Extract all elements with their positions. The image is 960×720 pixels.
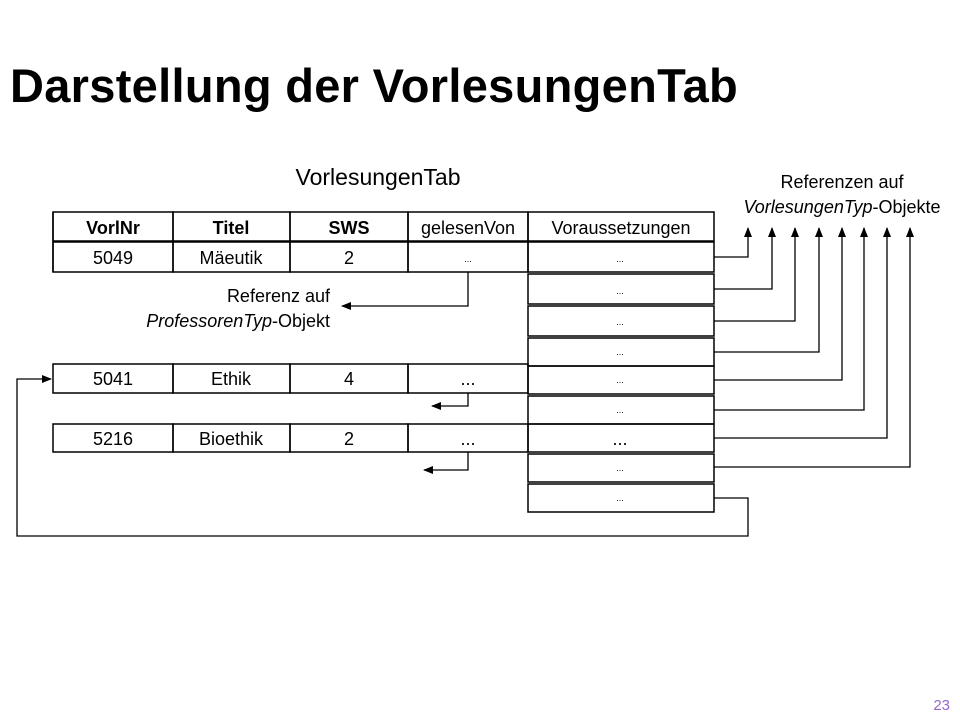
professor-ref-arrow	[424, 452, 468, 470]
professor-ref-label: Referenz auf	[226, 286, 330, 306]
cell-gelesenvon: ...	[460, 369, 476, 389]
header-gelesenvon: gelesenVon	[420, 218, 516, 238]
cell-sws: 2	[343, 248, 355, 268]
vorlesung-ref-arrow	[714, 228, 819, 352]
vorlesung-ref-type-label: VorlesungenTyp-Objekte	[743, 197, 941, 217]
slide-title: Darstellung der VorlesungenTab	[10, 59, 739, 112]
professor-ref-type-label: ProfessorenTyp-Objekt	[146, 311, 330, 331]
header-voraussetzungen: Voraussetzungen	[551, 218, 691, 238]
voraussetzung-ref: ...	[616, 347, 624, 357]
voraussetzung-ref: ...	[616, 463, 624, 473]
vorlesung-ref-arrow	[714, 228, 748, 257]
header-titel: Titel	[212, 218, 250, 238]
cell-titel: Mäeutik	[199, 248, 263, 268]
vorlesung-ref-arrow	[714, 228, 795, 321]
cell-vorlnr: 5041	[92, 369, 134, 389]
cell-gelesenvon: ...	[460, 429, 476, 449]
table-row	[53, 364, 714, 424]
voraussetzung-ref: ...	[616, 317, 624, 327]
page-number: 23	[933, 697, 950, 714]
vorlesung-ref-label: Referenzen auf	[780, 172, 904, 192]
cell-titel: Bioethik	[198, 429, 264, 449]
vorlesung-ref-arrow	[714, 228, 887, 438]
professor-ref-arrow	[432, 393, 468, 406]
header-sws: SWS	[328, 218, 370, 238]
vorlesung-ref-arrow	[714, 228, 842, 380]
cell-sws: 4	[343, 369, 355, 389]
cell-gelesenvon: ...	[464, 254, 472, 264]
cell-sws: 2	[343, 429, 355, 449]
voraussetzung-ref: ...	[612, 429, 628, 449]
cell-vorlnr: 5049	[92, 248, 134, 268]
cell-vorlnr: 5216	[92, 429, 134, 449]
vorlesung-ref-arrow	[714, 228, 910, 467]
voraussetzung-ref: ...	[616, 493, 624, 503]
vorlesung-ref-arrow	[714, 228, 772, 289]
professor-ref-arrow	[342, 272, 468, 306]
voraussetzung-ref: ...	[616, 286, 624, 296]
voraussetzung-ref: ...	[616, 375, 624, 385]
table-caption: VorlesungenTab	[295, 164, 461, 190]
header-vorlnr: VorlNr	[86, 218, 140, 238]
voraussetzung-ref: ...	[616, 405, 624, 415]
cell-titel: Ethik	[210, 369, 252, 389]
voraussetzung-ref: ...	[616, 254, 624, 264]
